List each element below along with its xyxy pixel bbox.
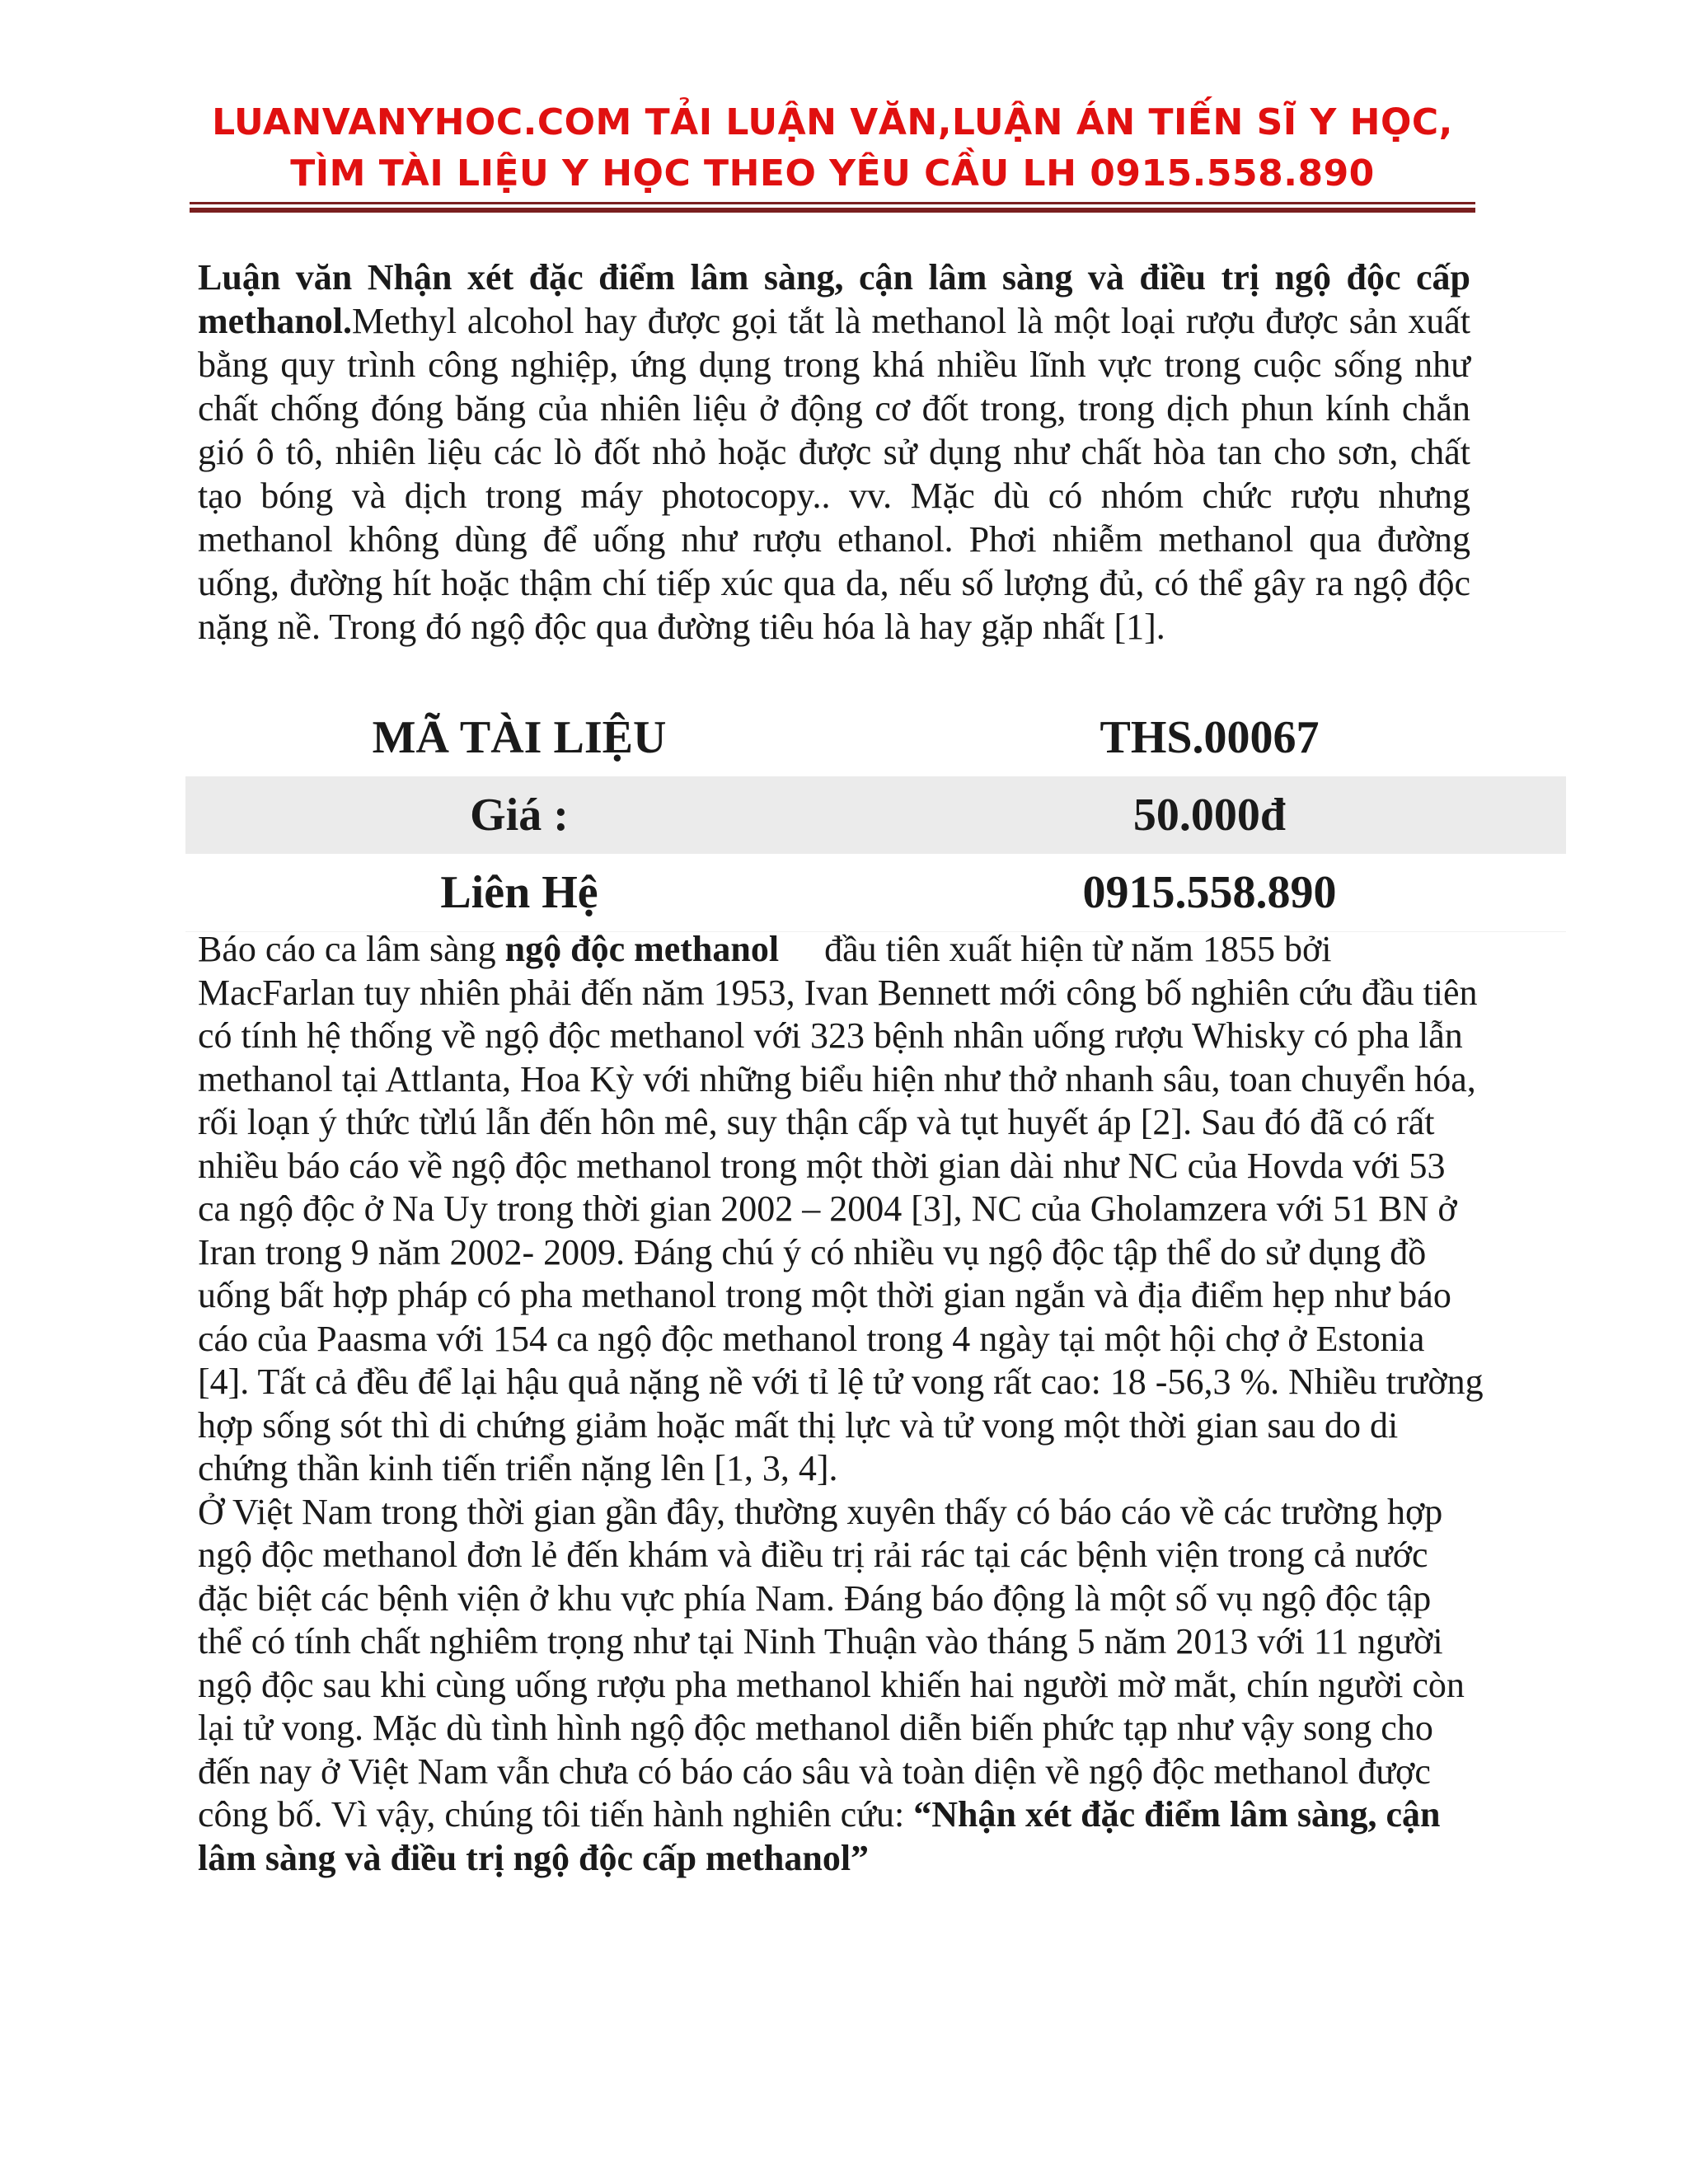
header-divider-thin xyxy=(190,202,1475,204)
info-value-contact: 0915.558.890 xyxy=(853,854,1566,932)
intro-title: Luận văn Nhận xét đặc điểm lâm sàng, cận lâm sàng và điều trị ngộ độc cấp methanol. xyxy=(198,257,1470,341)
body-p1-lead: Báo cáo ca lâm sàng xyxy=(198,929,505,969)
body-p1-rest: đầu tiên xuất hiện từ năm 1855 bởi MacFarlan tuy nhiên phải đến năm 1953, Ivan Bennett mới công bố nghiên cứu đầu tiên có tính hệ thống về ngộ độc methanol với 323 bệnh nhân uống rượu Whisky có pha lẫn methanol tại Attlanta, Hoa Kỳ với những biểu hiện như thở nhanh sâu, toan chuyển hóa, rối loạn ý thức từlú lẫn đến hôn mê, suy thận cấp và tụt huyết áp [2]. Sau đó đã có rất nhiều báo cáo về ngộ độc methanol trong một thời gian dài như NC của Hovda với 53 ca ngộ độc ở Na Uy trong thời gian 2002 – 2004 [3], NC của Gholamzera với 51 BN ở Iran trong 9 năm 2002- 2009. Đáng chú ý có nhiều vụ ngộ độc tập thể do sử dụng đồ uống bất hợp pháp có pha methanol trong một thời gian ngắn và địa điểm hẹp như báo cáo của Paasma với 154 ca ngộ độc methanol trong 4 ngày tại một hội chợ ở Estonia [4]. Tất cả đều để lại hậu quả nặng nề với tỉ lệ tử vong rất cao: 18 -56,3 %. Nhiều trường hợp sống sót thì di chứng giảm hoặc mất thị lực và tử vong một thời gian sau do di chứng thần kinh tiến triển nặng lên [1, 3, 4]. xyxy=(198,929,1484,1488)
site-header xyxy=(190,97,1475,199)
info-label-code: MÃ TÀI LIỆU xyxy=(372,712,667,763)
info-value-price: 50.000đ xyxy=(853,776,1566,854)
header-line-1: LUANVANYHOC.COM TẢI LUẬN VĂN,LUẬN ÁN TIẾN SĨ Y HỌC, xyxy=(212,101,1453,143)
body-paragraph-1 xyxy=(198,928,1484,1491)
intro-text: Methyl alcohol hay được gọi tắt là methanol là một loại rượu được sản xuất bằng quy trình công nghiệp, ứng dụng trong khá nhiều lĩnh vực trong cuộc sống như chất chống đóng băng của nhiên liệu ở động cơ đốt trong, trong dịch phun kính chắn gió ô tô, nhiên liệu các lò đốt nhỏ hoặc được sử dụng như chất hòa tan cho sơn, chất tạo bóng và dịch trong máy photocopy.. vv. Mặc dù có nhóm chức rượu nhưng methanol không dùng để uống như rượu ethanol. Phơi nhiễm methanol qua đường uống, đường hít hoặc thậm chí tiếp xúc qua da, nếu số lượng đủ, có thể gây ra ngộ độc nặng nề. Trong đó ngộ độc qua đường tiêu hóa là hay gặp nhất [1]. xyxy=(198,301,1470,647)
body-p2-study-title: “Nhận xét đặc điểm lâm sàng, cận lâm sàng và điều trị ngộ độc cấp methanol” xyxy=(198,1794,1441,1878)
body-text xyxy=(198,928,1484,1880)
header-divider-thick xyxy=(190,208,1475,213)
body-paragraph-2 xyxy=(198,1491,1484,1881)
body-p1-keyword-link[interactable]: ngộ độc methanol xyxy=(504,929,780,969)
body-p2-text: Ở Việt Nam trong thời gian gần đây, thường xuyên thấy có báo cáo về các trường hợp ngộ độc methanol đơn lẻ đến khám và điều trị rải rác tại các bệnh viện trong cả nước đặc biệt các bệnh viện ở khu vực phía Nam. Đáng báo động là một số vụ ngộ độc tập thể có tính chất nghiêm trọng như tại Ninh Thuận vào tháng 5 năm 2013 với 11 người ngộ độc sau khi cùng uống rượu pha methanol khiến hai người mờ mắt, chín người còn lại tử vong. Mặc dù tình hình ngộ độc methanol diễn biến phức tạp như vậy song cho đến nay ở Việt Nam vẫn chưa có báo cáo sâu và toàn diện về ngộ độc methanol được công bố. Vì vậy, chúng tôi tiến hành nghiên cứu: xyxy=(198,1491,1465,1835)
info-label-contact: Liên Hệ xyxy=(185,854,853,932)
info-value-code: THS.00067 xyxy=(1100,712,1320,763)
info-label-price: Giá : xyxy=(185,776,853,854)
info-row-contact xyxy=(185,854,1566,932)
header-line-2: TÌM TÀI LIỆU Y HỌC THEO YÊU CẦU LH 0915.558.890 xyxy=(290,152,1375,194)
document-info-table xyxy=(185,699,1566,932)
info-row-price xyxy=(185,776,1566,854)
info-row-code xyxy=(185,699,1566,776)
intro-paragraph xyxy=(198,255,1470,649)
